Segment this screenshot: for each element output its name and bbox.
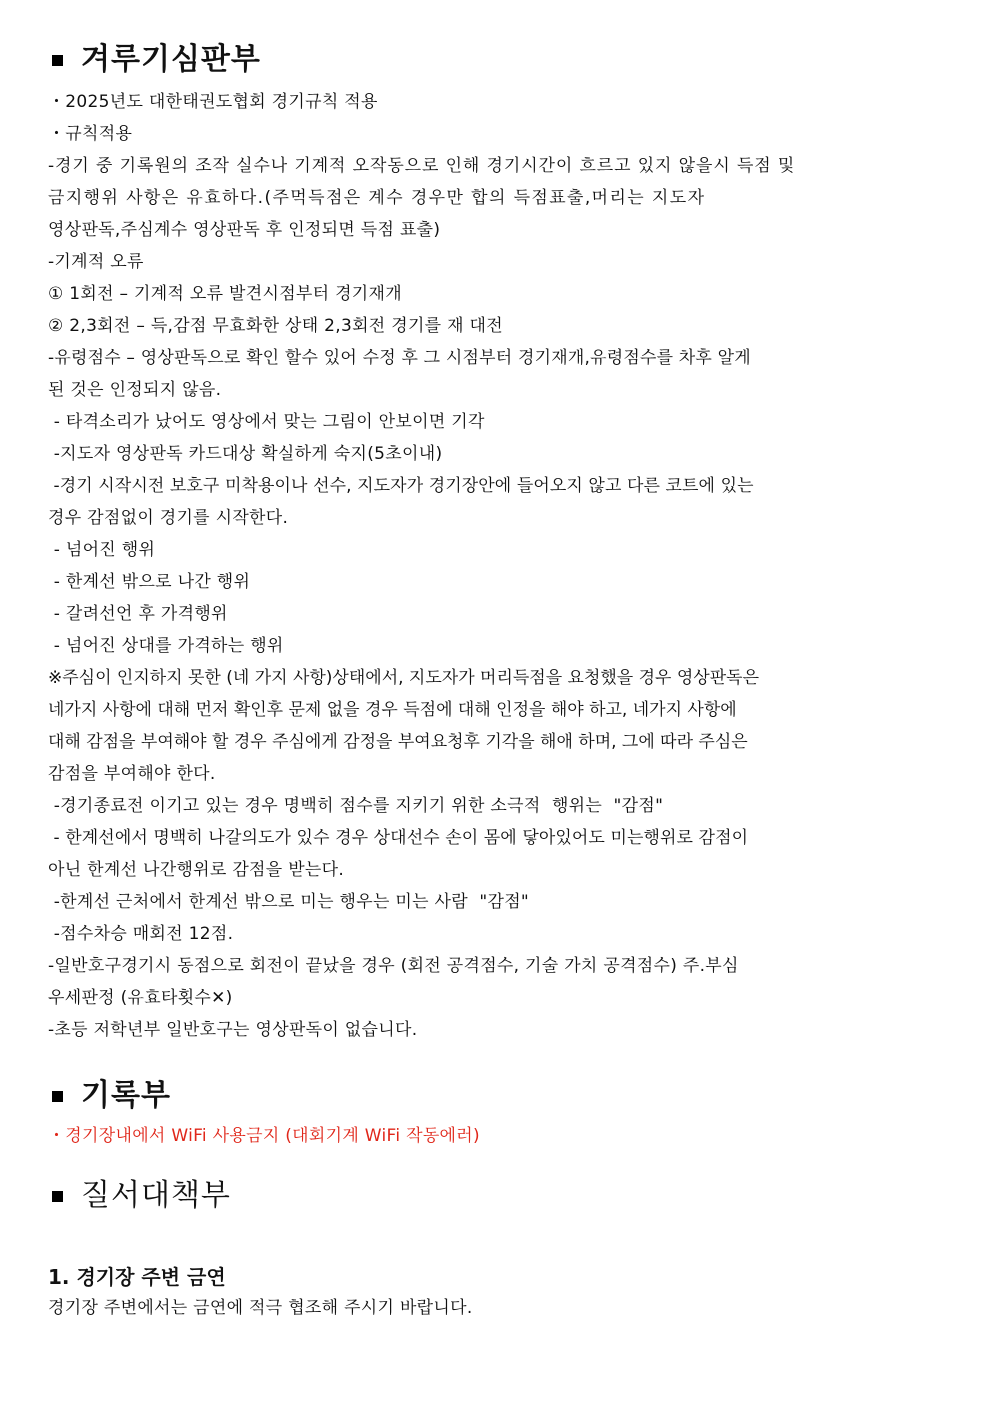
rule-line: -경기종료전 이기고 있는 경우 명백히 점수를 지키기 위한 소극적 행위는 "감점" (48, 796, 664, 816)
rule-line: -유령점수 – 영상판독으로 확인 할수 있어 수정 후 그 시점부터 경기재개,유령점수를 차후 알게 (48, 348, 751, 368)
square-bullet-icon (52, 1091, 63, 1102)
rule-line: -기계적 오류 (48, 252, 144, 272)
rule-line: - 넘어진 행위 (48, 540, 156, 560)
section-title: 기록부 (81, 1078, 171, 1113)
square-bullet-icon (52, 55, 63, 66)
rule-line: 금지행위 사항은 유효하다.(주먹득점은 계수 경우만 합의 득점표출,머리는 지도자 (48, 188, 706, 208)
rule-line: -경기 중 기록원의 조작 실수나 기계적 오작동으로 인해 경기시간이 흐르고 있지 않을시 득점 및 (48, 156, 796, 176)
rule-line: - 타격소리가 났어도 영상에서 맞는 그림이 안보이면 기각 (48, 412, 485, 432)
rule-line: 경우 감점없이 경기를 시작한다. (48, 508, 289, 528)
rule-line: 네가지 사항에 대해 먼저 확인후 문제 없을 경우 득점에 대해 인정을 해야 하고, 네가지 사항에 (48, 700, 737, 720)
rule-line: - 넘어진 상대를 가격하는 행위 (48, 636, 284, 656)
section-heading-records (48, 1076, 944, 1116)
rule-line: -경기 시작시전 보호구 미착용이나 선수, 지도자가 경기장안에 들어오지 않고 다른 코트에 있는 (48, 476, 754, 496)
rule-line: -점수차승 매회전 12점. (48, 924, 234, 944)
rule-line: ※주심이 인지하지 못한 (네 가지 사항)상태에서, 지도자가 머리득점을 요청했을 경우 영상판독은 (48, 668, 759, 688)
rule-line: ・2025년도 대한태권도협회 경기규칙 적용 (48, 92, 378, 112)
rule-line: - 갈려선언 후 가격행위 (48, 604, 228, 624)
rule-line: 된 것은 인정되지 않음. (48, 380, 222, 400)
rule-line: 대해 감점을 부여해야 할 경우 주심에게 감정을 부여요청후 기각을 해애 하며, 그에 따라 주심은 (48, 732, 748, 752)
section-title: 겨루기심판부 (81, 42, 261, 77)
rule-line: ① 1회전 – 기계적 오류 발견시점부터 경기재개 (48, 284, 402, 304)
rule-line: -일반호구경기시 동점으로 회전이 끝났을 경우 (회전 공격점수, 기술 가치 공격점수) 주.부심 (48, 956, 739, 976)
rule-line: -지도자 영상판독 카드대상 확실하게 숙지(5초이내) (48, 444, 443, 464)
rule-line: - 한계선 밖으로 나간 행위 (48, 572, 251, 592)
rule-line: 우세판정 (유효타횟수✕) (48, 988, 233, 1008)
subsection-title: 1. 경기장 주변 금연 (48, 1265, 226, 1289)
section-heading-referee (48, 40, 944, 80)
document-page (48, 40, 944, 1324)
rule-line: ・규칙적용 (48, 124, 133, 144)
referee-rules-body (48, 86, 944, 1046)
subsection-text: 경기장 주변에서는 금연에 적극 협조해 주시기 바랍니다. (48, 1298, 473, 1318)
section-title: 질서대책부 (81, 1178, 231, 1213)
wifi-warning-line: ・경기장내에서 WiFi 사용금지 (대회기계 WiFi 작동에러) (48, 1126, 480, 1146)
square-bullet-icon (52, 1191, 63, 1202)
rule-line: - 한계선에서 명백히 나갈의도가 있수 경우 상대선수 손이 몸에 닿아있어도 미는행위로 감점이 (48, 828, 749, 848)
rule-line: 감점을 부여해야 한다. (48, 764, 216, 784)
rule-line: -한계선 근처에서 한계선 밖으로 미는 행우는 미는 사람 "감점" (48, 892, 530, 912)
section-heading-order (48, 1176, 944, 1216)
rule-line: 아닌 한계선 나간행위로 감점을 받는다. (48, 860, 345, 880)
rule-line: -초등 저학년부 일반호구는 영상판독이 없습니다. (48, 1020, 418, 1040)
rule-line: 영상판독,주심계수 영상판독 후 인정되면 득점 표출) (48, 220, 441, 240)
rule-line: ② 2,3회전 – 득,감점 무효화한 상태 2,3회전 경기를 재 대전 (48, 316, 503, 336)
